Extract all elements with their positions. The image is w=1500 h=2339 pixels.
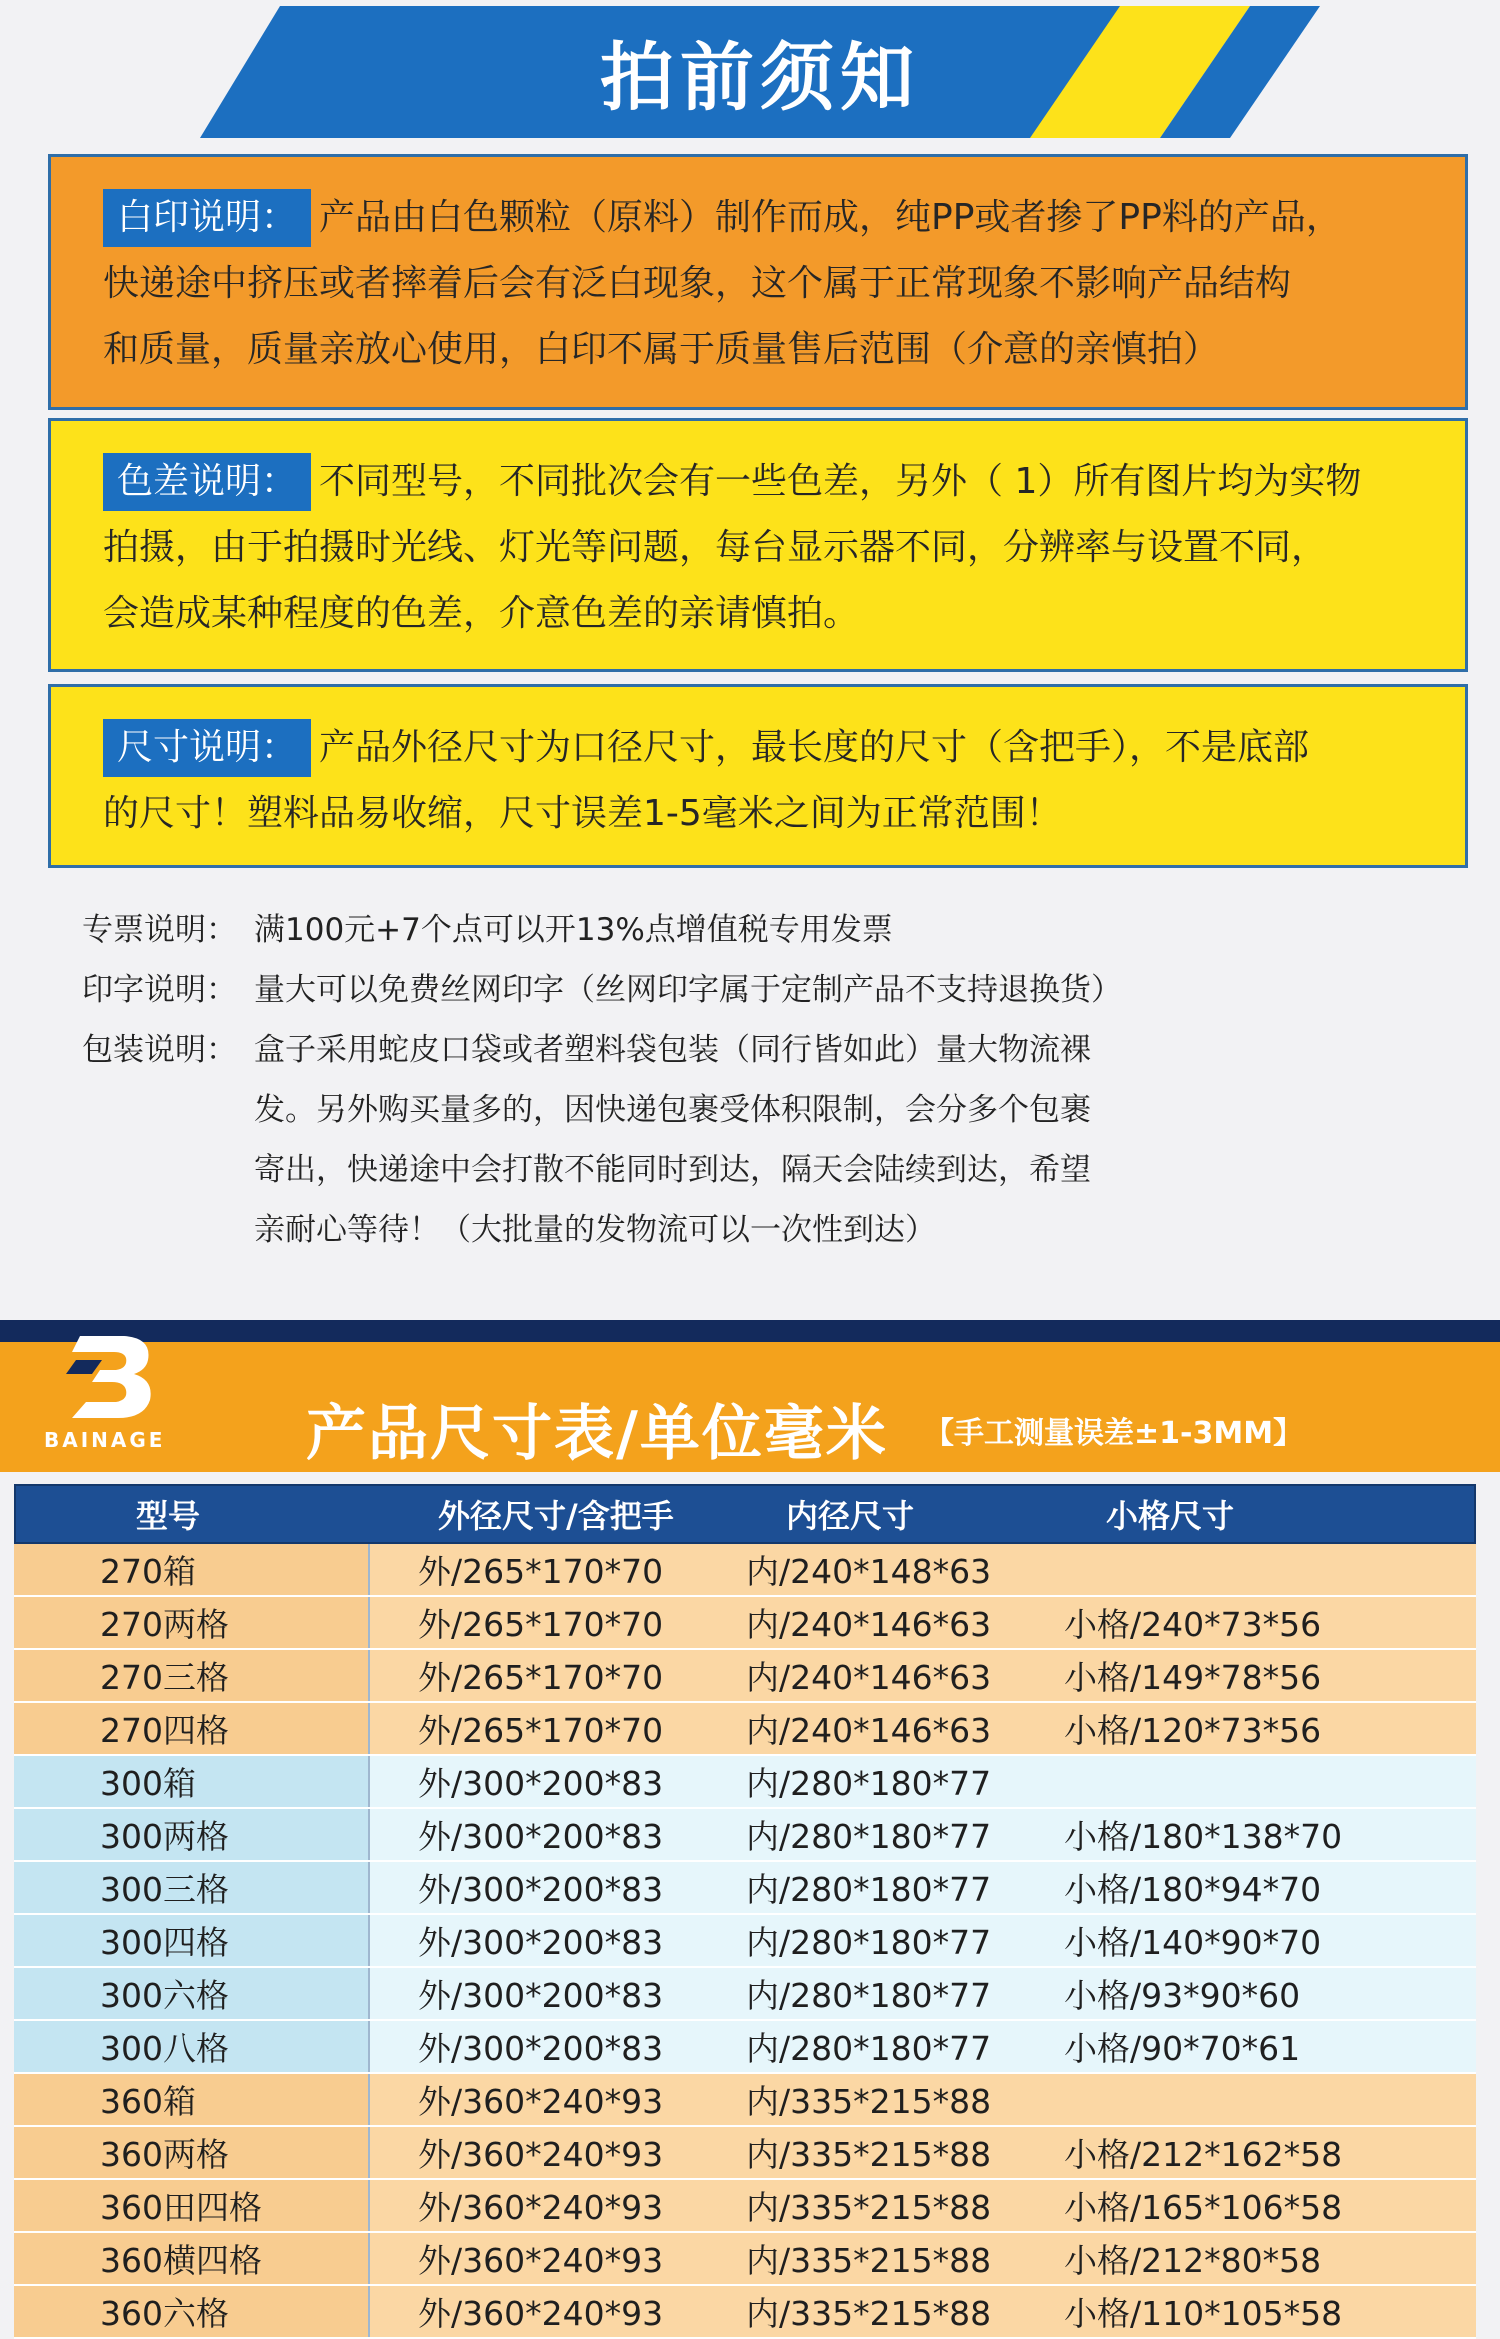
table-cell: 小格/93*90*60: [1064, 1976, 1301, 2015]
size-table: [14, 1484, 1476, 2339]
table-row: [14, 1703, 1476, 1756]
brand-name: BAINAGE: [44, 1428, 166, 1452]
table-row: [14, 2074, 1476, 2127]
notice-tag: 色差说明：: [103, 453, 311, 511]
table-cell: 270四格: [14, 1703, 370, 1754]
table-cell: 小格/140*90*70: [1064, 1923, 1322, 1962]
column-header: 型号: [136, 1497, 201, 1535]
note-line: 亲耐心等待！（大批量的发物流可以一次性到达）: [254, 1212, 936, 1248]
notice-line: 不同型号，不同批次会有一些色差，另外（ 1）所有图片均为实物: [319, 461, 1362, 502]
table-cell: 270三格: [14, 1650, 370, 1701]
table-cell: 外/265*170*70: [418, 1552, 664, 1591]
table-cell: 内/335*215*88: [746, 2082, 992, 2121]
table-cell: 小格/180*138*70: [1064, 1817, 1343, 1856]
table-cell: 外/300*200*83: [418, 1817, 664, 1856]
note-invoice: [82, 900, 1442, 960]
notice-line: 会造成某种程度的色差，介意色差的亲请慎拍。: [103, 593, 860, 634]
notice-line: 拍摄，由于拍摄时光线、灯光等问题，每台显示器不同，分辨率与设置不同，: [103, 527, 1328, 568]
table-cell: 小格/90*70*61: [1064, 2029, 1301, 2068]
table-cell: 小格/165*106*58: [1064, 2188, 1343, 2227]
note-line: 满100元+7个点可以开13%点增值税专用发票: [254, 912, 893, 948]
table-cell: 内/335*215*88: [746, 2241, 992, 2280]
table-row: [14, 2021, 1476, 2074]
header-banner: [0, 0, 1500, 150]
table-cell: 内/280*180*77: [746, 1870, 992, 1909]
notice-color-difference: [48, 418, 1468, 672]
notice-tag: 尺寸说明：: [103, 719, 311, 777]
table-row: [14, 2233, 1476, 2286]
table-cell: 270箱: [14, 1544, 370, 1595]
table-cell: 内/240*146*63: [746, 1658, 992, 1697]
table-cell: 300六格: [14, 1968, 370, 2019]
table-cell: 360横四格: [14, 2233, 370, 2284]
table-cell: 小格/180*94*70: [1064, 1870, 1322, 1909]
table-cell: 360田四格: [14, 2180, 370, 2231]
table-row: [14, 1809, 1476, 1862]
table-row: [14, 1756, 1476, 1809]
table-cell: 外/300*200*83: [418, 1870, 664, 1909]
table-cell: 外/300*200*83: [418, 2029, 664, 2068]
table-cell: 小格/212*162*58: [1064, 2135, 1343, 2174]
table-row: [14, 2127, 1476, 2180]
table-cell: 300两格: [14, 1809, 370, 1860]
table-cell: 外/300*200*83: [418, 1923, 664, 1962]
table-cell: 360两格: [14, 2127, 370, 2178]
table-cell: 外/300*200*83: [418, 1976, 664, 2015]
notes-section: [82, 900, 1442, 1260]
table-cell: 360箱: [14, 2074, 370, 2125]
table-row: [14, 1862, 1476, 1915]
table-cell: 外/360*240*93: [418, 2135, 664, 2174]
note-label: 专票说明：: [82, 912, 237, 948]
column-header: 小格尺寸: [1106, 1497, 1235, 1535]
column-header: 内径尺寸: [786, 1497, 915, 1535]
table-row: [14, 2180, 1476, 2233]
table-cell: 内/280*180*77: [746, 1923, 992, 1962]
notice-line: 产品外径尺寸为口径尺寸，最长度的尺寸（含把手），不是底部: [319, 727, 1310, 768]
table-cell: 外/265*170*70: [418, 1605, 664, 1644]
table-cell: 小格/240*73*56: [1064, 1605, 1322, 1644]
table-cell: 300四格: [14, 1915, 370, 1966]
table-cell: 内/280*180*77: [746, 1976, 992, 2015]
table-cell: 300八格: [14, 2021, 370, 2072]
table-row: [14, 1650, 1476, 1703]
table-row: [14, 1968, 1476, 2021]
table-row: [14, 1544, 1476, 1597]
table-body: [14, 1544, 1476, 2339]
notice-line: 和质量，质量亲放心使用，白印不属于质量售后范围（介意的亲慎拍）: [103, 329, 1220, 370]
size-table-note: 【手工测量误差±1-3MM】: [924, 1416, 1304, 1451]
table-cell: 外/360*240*93: [418, 2188, 664, 2227]
size-table-title: 产品尺寸表/单位毫米: [306, 1399, 888, 1469]
table-cell: 小格/149*78*56: [1064, 1658, 1322, 1697]
brand-logo-icon: [62, 1330, 162, 1420]
notice-tag: 白印说明：: [103, 189, 311, 247]
table-cell: 外/360*240*93: [418, 2294, 664, 2333]
table-cell: 小格/212*80*58: [1064, 2241, 1322, 2280]
note-label: 印字说明：: [82, 972, 237, 1008]
notice-line: 的尺寸！塑料品易收缩，尺寸误差1-5毫米之间为正常范围！: [103, 793, 1062, 834]
navy-strip: [0, 1320, 1500, 1342]
table-header-row: [14, 1484, 1476, 1544]
table-cell: 内/280*180*77: [746, 2029, 992, 2068]
table-cell: 内/335*215*88: [746, 2188, 992, 2227]
table-cell: 270两格: [14, 1597, 370, 1648]
note-printing: [82, 960, 1442, 1020]
notice-size: [48, 684, 1468, 868]
notice-line: 快递途中挤压或者摔着后会有泛白现象，这个属于正常现象不影响产品结构: [103, 263, 1292, 304]
banner-title: 拍前须知: [600, 35, 920, 121]
table-cell: 小格/110*105*58: [1064, 2294, 1343, 2333]
table-cell: 300三格: [14, 1862, 370, 1913]
table-cell: 内/240*146*63: [746, 1605, 992, 1644]
table-cell: 内/280*180*77: [746, 1764, 992, 1803]
note-line: 盒子采用蛇皮口袋或者塑料袋包装（同行皆如此）量大物流裸: [254, 1032, 1091, 1068]
table-row: [14, 2286, 1476, 2339]
table-cell: 外/360*240*93: [418, 2241, 664, 2280]
table-cell: 内/335*215*88: [746, 2135, 992, 2174]
table-row: [14, 1915, 1476, 1968]
note-line: 量大可以免费丝网印字（丝网印字属于定制产品不支持退换货）: [254, 972, 1122, 1008]
table-row: [14, 1597, 1476, 1650]
table-cell: 外/360*240*93: [418, 2082, 664, 2121]
note-packaging: [82, 1020, 1442, 1260]
note-line: 发。另外购买量多的，因快递包裹受体积限制，会分多个包裹: [254, 1092, 1091, 1128]
table-cell: 小格/120*73*56: [1064, 1711, 1322, 1750]
table-cell: 外/265*170*70: [418, 1658, 664, 1697]
notice-white-mark: [48, 154, 1468, 410]
table-cell: 外/300*200*83: [418, 1764, 664, 1803]
notice-line: 产品由白色颗粒（原料）制作而成，纯PP或者掺了PP料的产品，: [319, 197, 1342, 238]
note-label: 包装说明：: [82, 1032, 237, 1068]
column-header: 外径尺寸/含把手: [438, 1497, 674, 1535]
table-cell: 360六格: [14, 2286, 370, 2337]
note-line: 寄出，快递途中会打散不能同时到达，隔天会陆续到达，希望: [254, 1152, 1091, 1188]
table-cell: 内/240*146*63: [746, 1711, 992, 1750]
table-cell: 外/265*170*70: [418, 1711, 664, 1750]
table-cell: 内/335*215*88: [746, 2294, 992, 2333]
table-cell: 内/280*180*77: [746, 1817, 992, 1856]
table-cell: 300箱: [14, 1756, 370, 1807]
table-cell: 内/240*148*63: [746, 1552, 992, 1591]
